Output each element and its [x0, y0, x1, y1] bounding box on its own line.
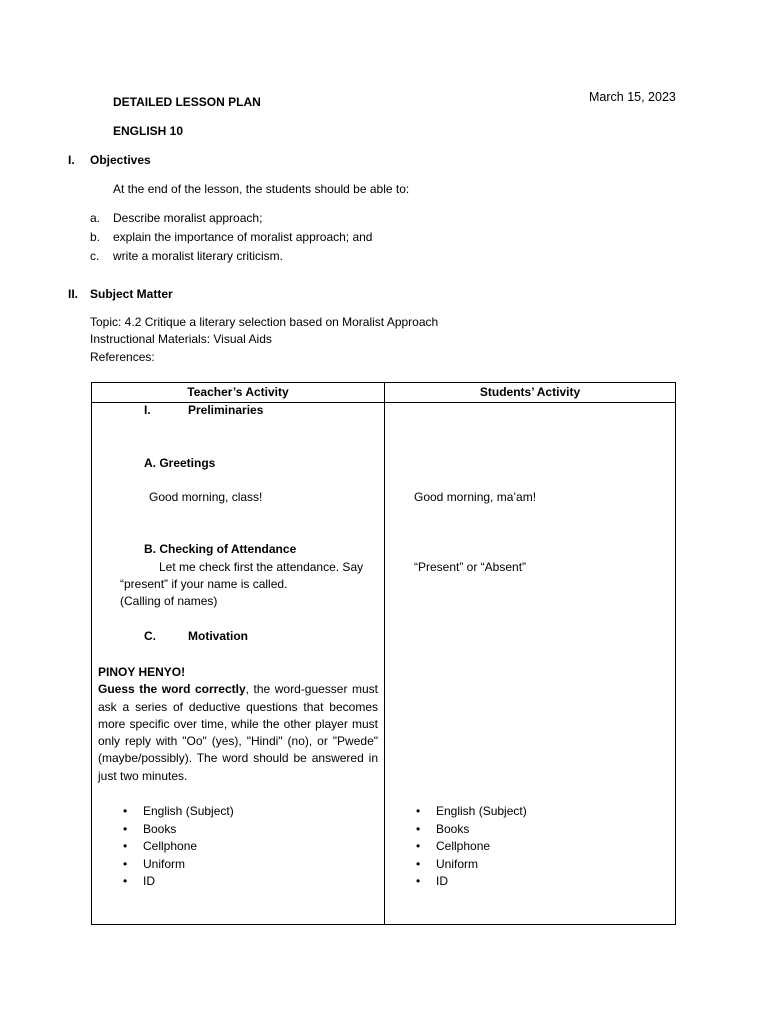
subject-title: ENGLISH 10 [113, 124, 184, 138]
teacher-greeting: Good morning, class! [149, 490, 263, 504]
lesson-date: March 15, 2023 [589, 90, 676, 104]
greetings-heading: A. Greetings [144, 456, 216, 470]
student-word-list [391, 803, 527, 891]
list-item: • ID [98, 873, 234, 891]
game-description [98, 681, 378, 785]
objective-item [90, 229, 372, 245]
objective-text: Describe moralist approach; [113, 211, 263, 225]
attendance-line: (Calling of names) [120, 594, 218, 608]
references-line: References: [90, 350, 155, 364]
table-column-divider [384, 383, 385, 924]
objective-marker: b. [90, 230, 101, 244]
subject-matter-numeral: II. [68, 287, 79, 301]
list-item: • Uniform [98, 856, 234, 874]
game-instructions [98, 664, 378, 785]
objective-text: explain the importance of moralist approach; and [113, 230, 373, 244]
motivation-label: Motivation [188, 629, 248, 643]
attendance-heading: B. Checking of Attendance [144, 542, 297, 556]
attendance-line: “present” if your name is called. [120, 577, 288, 591]
list-item: • ID [391, 873, 527, 891]
game-rest: , the word-guesser must ask a series of deductive questions that becomes more specific over time, while the other player must only reply with "Oo" (yes), "Hindi" (no), or "Pwede" (maybe/possibly). The word should be answered in just two minutes. [98, 682, 379, 783]
list-item: • Books [98, 821, 234, 839]
activity-table [91, 382, 676, 925]
objective-marker: a. [90, 211, 101, 225]
materials-line: Instructional Materials: Visual Aids [90, 332, 272, 346]
game-lead: Guess the word correctly [98, 682, 246, 697]
document-title: DETAILED LESSON PLAN [113, 95, 261, 109]
teacher-word-list [98, 803, 234, 891]
attendance-line: Let me check first the attendance. Say [159, 560, 364, 574]
game-title: PINOY HENYO! [98, 665, 186, 679]
preliminaries-numeral: I. [144, 403, 151, 417]
objectives-numeral: I. [68, 153, 75, 167]
list-item: • Cellphone [391, 838, 527, 856]
objective-text: write a moralist literary criticism. [113, 249, 284, 263]
students-attendance-reply: “Present” or “Absent” [414, 560, 527, 574]
objectives-intro: At the end of the lesson, the students should be able to: [113, 182, 410, 196]
preliminaries-label: Preliminaries [188, 403, 264, 417]
list-item: • English (Subject) [98, 803, 234, 821]
objective-item [90, 210, 262, 226]
motivation-letter: C. [144, 629, 156, 643]
subject-matter-label: Subject Matter [90, 287, 173, 301]
list-item: • Cellphone [98, 838, 234, 856]
objective-marker: c. [90, 249, 100, 263]
objectives-label: Objectives [90, 153, 151, 167]
objective-item [90, 248, 283, 264]
students-greeting: Good morning, ma’am! [414, 490, 537, 504]
topic-line: Topic: 4.2 Critique a literary selection based on Moralist Approach [90, 315, 439, 329]
students-column-header: Students’ Activity [479, 385, 581, 399]
list-item: • English (Subject) [391, 803, 527, 821]
list-item: • Books [391, 821, 527, 839]
teacher-column-header: Teacher’s Activity [187, 385, 289, 399]
list-item: • Uniform [391, 856, 527, 874]
